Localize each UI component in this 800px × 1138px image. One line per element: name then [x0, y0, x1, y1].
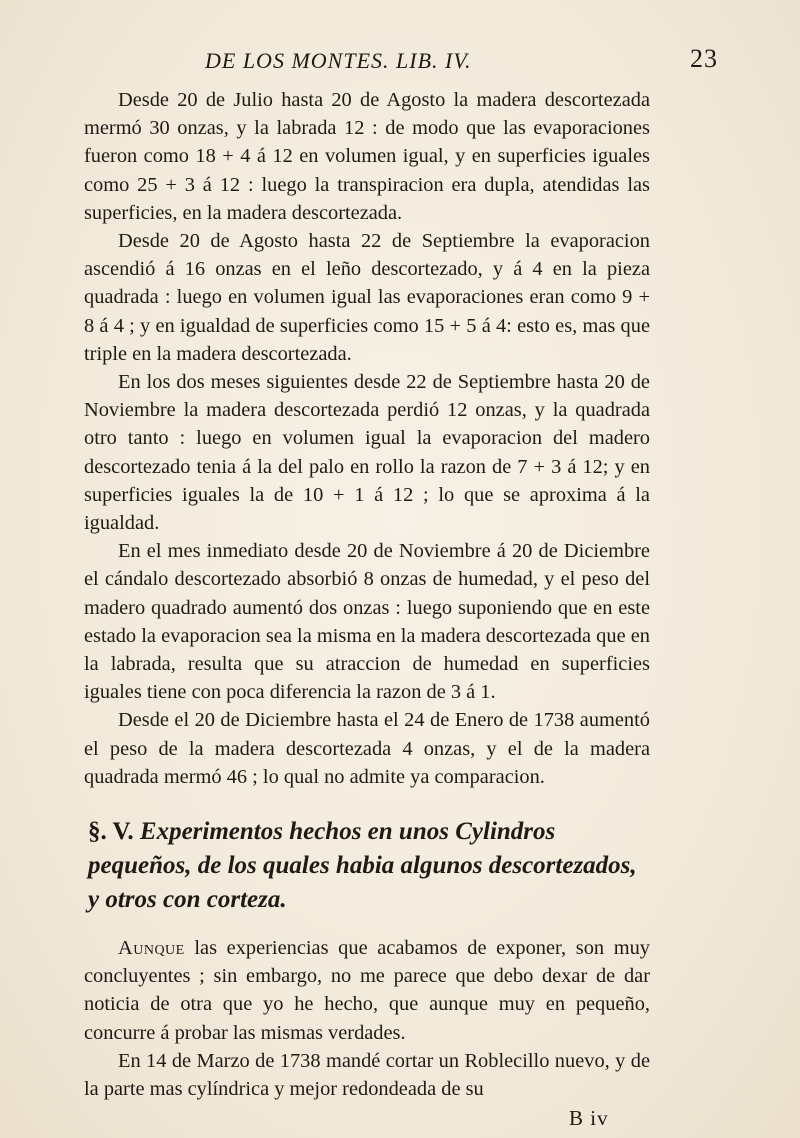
section-title: Experimentos hechos en unos Cylindros pequeños, de los quales habia algunos descortezados, y otros con corteza.	[88, 818, 637, 914]
paragraph	[84, 934, 650, 1047]
paragraph-text: las experiencias que acabamos de exponer, son muy concluyentes ; sin embargo, no me parece que debo dexar de dar noticia de otra que yo he hecho, que aunque muy en pequeño, concurre á probar las mismas verdades.	[84, 937, 650, 1044]
section-heading	[84, 815, 650, 917]
paragraph: En 14 de Marzo de 1738 mandé cortar un Roblecillo nuevo, y de la parte mas cylíndrica y mejor redondeada de su	[84, 1049, 650, 1101]
paragraph: Desde el 20 de Diciembre hasta el 24 de Enero de 1738 aumentó el peso de la madera descortezada 4 onzas, y el de la madera quadrada mermó 46 ; lo qual no admite ya comparacion.	[84, 709, 650, 788]
paragraph: En los dos meses siguientes desde 22 de Septiembre hasta 20 de Noviembre la madera descortezada perdió 12 onzas, y la quadrada otro tanto : luego en volumen igual la evaporacion del madero descortezado tenia á la del palo en rollo la razon de 7 + 3 á 12; y en superficies iguales la de 10 + 1 á 12 ; lo que se aproxima á la igualdad.	[84, 371, 650, 535]
paragraph: En el mes inmediato desde 20 de Noviembre á 20 de Diciembre el cándalo descortezado absorbió 8 onzas de humedad, y el peso del madero quadrado aumentó dos onzas : luego suponiendo que en este estado la evaporacion sea la misma en la madera descortezada que en la labrada, resulta que su atraccion de humedad en superficies iguales tiene con poca diferencia la razon de 3 á 1.	[84, 540, 650, 704]
page-body	[84, 86, 650, 1103]
section-number: §. V.	[88, 818, 134, 846]
paragraph: Desde 20 de Agosto hasta 22 de Septiembre la evaporacion ascendió á 16 onzas en el leño descortezado, y á 4 en la pieza quadrada : luego en volumen igual las evaporaciones eran como 9 + 8 á 4 ; y en igualdad de superficies como 15 + 5 á 4: esto es, mas que triple en la madera descortezada.	[84, 230, 650, 365]
page-header	[70, 44, 730, 78]
paragraph: Desde 20 de Julio hasta 20 de Agosto la madera descortezada mermó 30 onzas, y la labrada 12 : de modo que las evaporaciones fueron como 18 + 4 á 12 en volumen igual, y en superficies iguales como 25 + 3 á 12 : luego la transpiracion era dupla, atendidas las superficies, en la madera descortezada.	[84, 89, 650, 224]
lead-word: Aunque	[118, 937, 185, 960]
running-head: DE LOS MONTES. LIB. IV.	[205, 48, 472, 73]
page-number: 23	[690, 44, 718, 73]
signature-mark: B iv	[569, 1106, 609, 1130]
